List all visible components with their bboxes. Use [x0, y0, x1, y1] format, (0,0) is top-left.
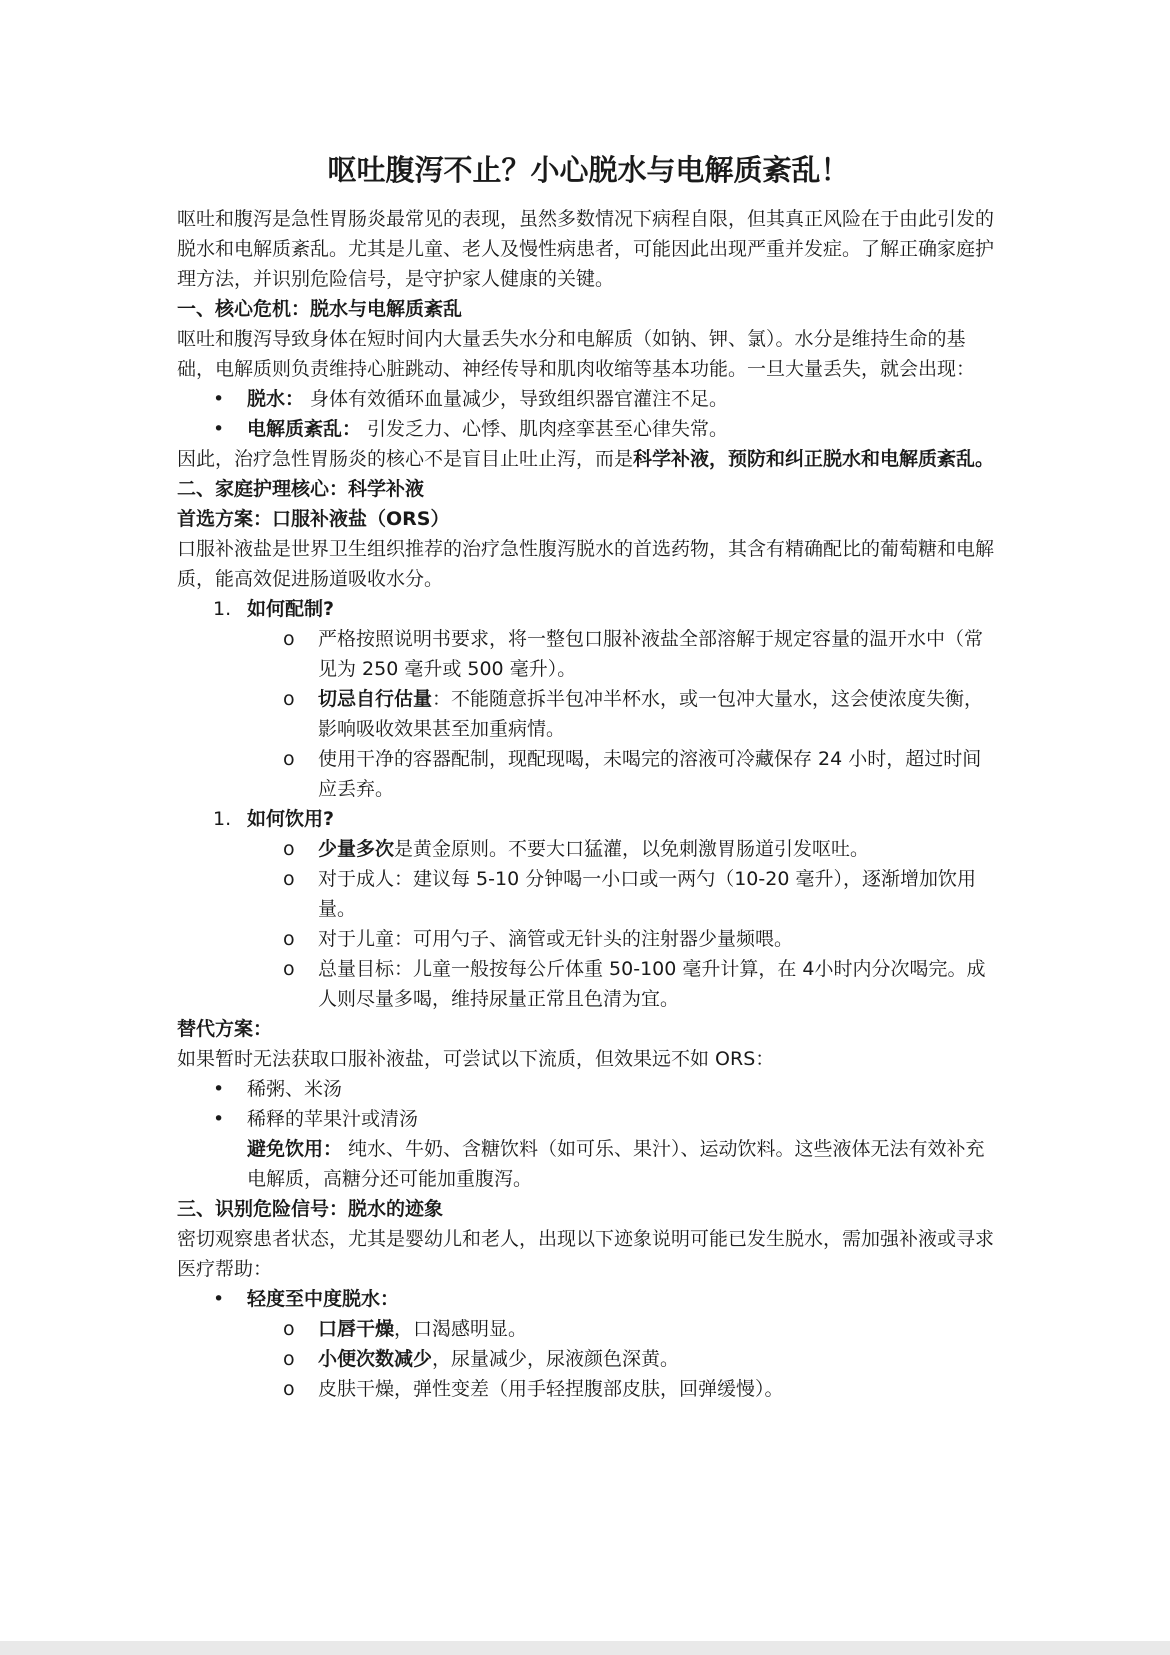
number-marker: 1.: [213, 598, 232, 620]
alternative-paragraph: 如果暂时无法获取口服补液盐，可尝试以下流质，但效果远不如 ORS：: [177, 1048, 775, 1070]
list-item-text: 身体有效循环血量减少，导致组织器官灌注不足。: [304, 388, 729, 410]
sub-list-item-text: ，尿量减少，尿液颜色深黄。: [432, 1348, 680, 1370]
sub-list-item-text: 对于儿童：可用勺子、滴管或无针头的注射器少量频喂。: [318, 928, 794, 950]
list-item-label: 电解质紊乱：: [247, 418, 362, 440]
circle-marker: o: [283, 748, 295, 770]
section-2-paragraph: 口服补液盐是世界卫生组织推荐的治疗急性腹泻脱水的首选药物，其含有精确配比的葡萄糖和电解质，能高效促进肠道吸收水分。: [177, 538, 995, 590]
sub-list-item: [177, 834, 1000, 864]
list-item-text: 稀粥、米汤: [247, 1078, 343, 1100]
sub-list-item-label: 切忌自行估量: [318, 688, 433, 710]
sub-list-item-text: 严格按照说明书要求，将一整包口服补液盐全部溶解于规定容量的温开水中（常见为 250 毫升或 500 毫升）。: [318, 628, 984, 680]
circle-marker: o: [283, 958, 295, 980]
conclusion-emphasis: 科学补液，预防和纠正脱水和电解质紊乱: [633, 448, 976, 470]
list-item: [177, 414, 1000, 444]
subheading-alternative: 替代方案：: [177, 1018, 273, 1040]
bullet-marker: •: [213, 1288, 225, 1310]
section-1-conclusion: [177, 444, 1000, 474]
list-item-text: 引发乏力、心悸、肌肉痉挛甚至心律失常。: [361, 418, 729, 440]
bullet-marker: •: [213, 1078, 225, 1100]
circle-marker: o: [283, 1348, 295, 1370]
sub-list-item: [177, 954, 1000, 1014]
list-item-text: 稀释的苹果汁或清汤: [247, 1108, 419, 1130]
intro-paragraph: 呕吐和腹泻是急性胃肠炎最常见的表现，虽然多数情况下病程自限，但其真正风险在于由此引发的脱水和电解质紊乱。尤其是儿童、老人及慢性病患者，可能因此出现严重并发症。了解正确家庭护理方法，并识别危险信号，是守护家人健康的关键。: [177, 208, 995, 290]
conclusion-end: 。: [975, 448, 995, 470]
sub-list-item-text: 皮肤干燥，弹性变差（用手轻捏腹部皮肤，回弹缓慢）。: [318, 1378, 784, 1400]
bullet-marker: •: [213, 418, 225, 440]
avoid-text: 纯水、牛奶、含糖饮料（如可乐、果汁）、运动饮料。这些液体无法有效补充电解质，高糖分还可能加重腹泻。: [247, 1138, 985, 1190]
list-item: [177, 1074, 1000, 1104]
bullet-marker: •: [213, 388, 225, 410]
circle-marker: o: [283, 868, 295, 890]
list-item: [177, 384, 1000, 414]
circle-marker: o: [283, 838, 295, 860]
circle-marker: o: [283, 688, 295, 710]
conclusion-text: 因此，治疗急性胃肠炎的核心不是盲目止吐止泻，而是: [177, 448, 634, 470]
sub-list-item: [177, 1314, 1000, 1344]
bullet-marker: •: [213, 1108, 225, 1130]
number-marker: 1.: [213, 808, 232, 830]
section-3-heading: 三、识别危险信号：脱水的迹象: [177, 1198, 444, 1220]
numbered-item: [177, 594, 1000, 624]
sub-list-item-text: 对于成人：建议每 5-10 分钟喝一小口或一两勺（10-20 毫升），逐渐增加饮用量。: [318, 868, 976, 920]
sub-list-item: [177, 924, 1000, 954]
sub-list-item: [177, 744, 1000, 804]
sub-list-item: [177, 684, 1000, 744]
circle-marker: o: [283, 1378, 295, 1400]
sub-list-item-label: 小便次数减少: [318, 1348, 433, 1370]
sub-list-item: [177, 1344, 1000, 1374]
section-1-paragraph: 呕吐和腹泻导致身体在短时间内大量丢失水分和电解质（如钠、钾、氯）。水分是维持生命的基础，电解质则负责维持心脏跳动、神经传导和肌肉收缩等基本功能。一旦大量丢失，就会出现：: [177, 328, 976, 380]
list-item-label: 脱水：: [247, 388, 305, 410]
sub-list-item: [177, 1374, 1000, 1404]
circle-marker: o: [283, 628, 295, 650]
sub-list-item-label: 少量多次: [318, 838, 395, 860]
page-bottom-bar: [0, 1641, 1170, 1655]
list-item: [177, 1284, 1000, 1314]
numbered-item-label: 如何配制?: [247, 598, 335, 620]
page-title: 呕吐腹泻不止？小心脱水与电解质紊乱！: [327, 153, 850, 187]
circle-marker: o: [283, 928, 295, 950]
sub-list-item-text: 使用干净的容器配制，现配现喝，未喝完的溶液可冷藏保存 24 小时，超过时间应丢弃。: [318, 748, 982, 800]
numbered-item-label: 如何饮用?: [247, 808, 335, 830]
sub-list-item: [177, 624, 1000, 684]
avoid-label: 避免饮用：: [247, 1138, 343, 1160]
sub-list-item-text: 总量目标：儿童一般按每公斤体重 50-100 毫升计算，在 4小时内分次喝完。成人则尽量多喝，维持尿量正常且色清为宜。: [318, 958, 986, 1010]
subheading-preferred: 首选方案：口服补液盐（ORS）: [177, 508, 450, 530]
section-3-paragraph: 密切观察患者状态，尤其是婴幼儿和老人，出现以下迹象说明可能已发生脱水，需加强补液或寻求医疗帮助：: [177, 1228, 995, 1280]
numbered-item: [177, 804, 1000, 834]
circle-marker: o: [283, 1318, 295, 1340]
sub-list-item-label: 口唇干燥: [318, 1318, 395, 1340]
sub-list-item: [177, 864, 1000, 924]
sub-list-item-text: 是黄金原则。不要大口猛灌，以免刺激胃肠道引发呕吐。: [394, 838, 870, 860]
section-2-heading: 二、家庭护理核心：科学补液: [177, 478, 425, 500]
list-item-label: 轻度至中度脱水：: [247, 1288, 400, 1310]
list-item: [177, 1104, 1000, 1134]
sub-list-item-text: ，口渴感明显。: [394, 1318, 528, 1340]
section-1-heading: 一、核心危机：脱水与电解质紊乱: [177, 298, 463, 320]
avoid-note: [177, 1134, 1000, 1194]
sub-list-item-text: ：不能随意拆半包冲半杯水，或一包冲大量水，这会使浓度失衡，影响吸收效果甚至加重病情。: [318, 688, 984, 740]
